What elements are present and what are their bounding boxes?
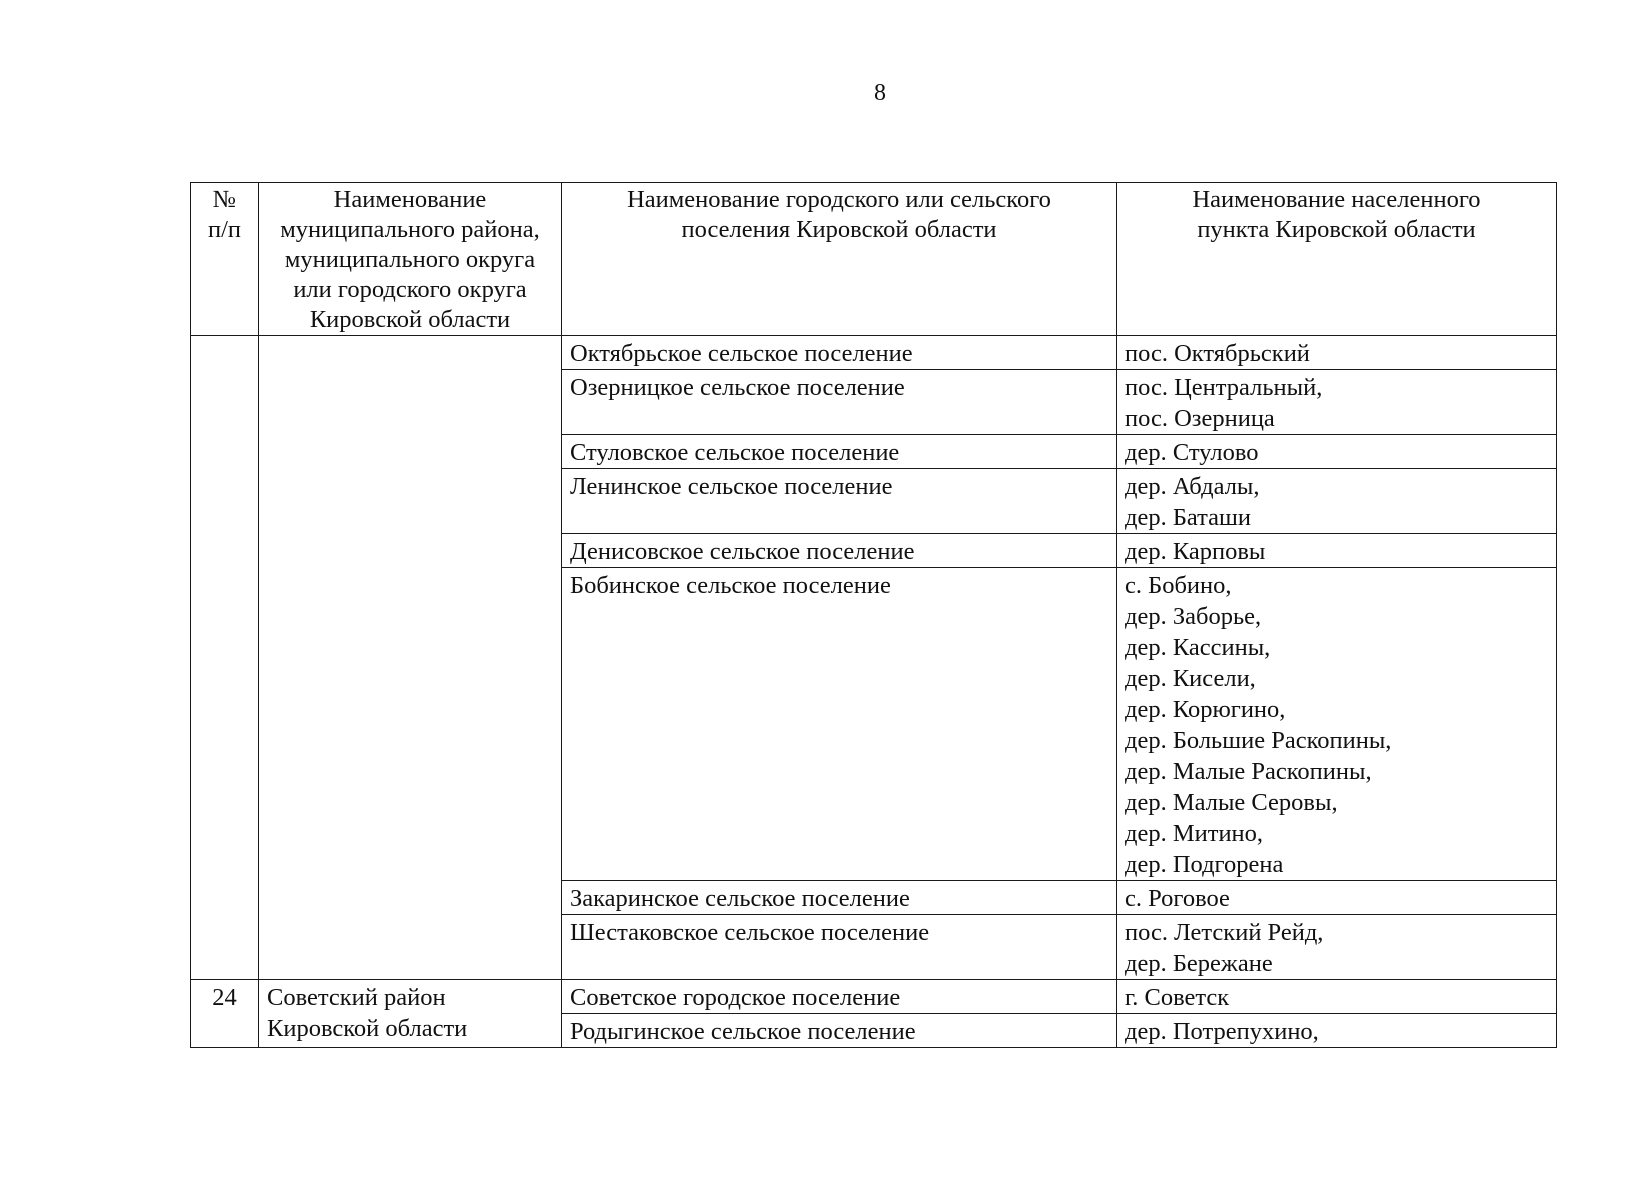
settlement-cell: Ленинское сельское поселение <box>562 469 1117 534</box>
settlements-table <box>190 182 1557 1048</box>
locality-cell: с. Роговое <box>1117 881 1557 915</box>
district-cell: Советский район Кировской области <box>259 980 562 1048</box>
locality-cell: пос. Центральный, пос. Озерница <box>1117 370 1557 435</box>
district-cell <box>259 336 562 980</box>
locality-cell: пос. Октябрьский <box>1117 336 1557 370</box>
locality-cell: дер. Стулово <box>1117 435 1557 469</box>
header-district: Наименование муниципального района, муниципального округа или городского округа Кировской области <box>259 183 562 336</box>
locality-cell: дер. Карповы <box>1117 534 1557 568</box>
settlement-cell: Денисовское сельское поселение <box>562 534 1117 568</box>
settlement-cell: Родыгинское сельское поселение <box>562 1014 1117 1048</box>
settlement-cell: Озерницкое сельское поселение <box>562 370 1117 435</box>
table-row <box>191 336 1557 370</box>
settlement-cell: Закаринское сельское поселение <box>562 881 1117 915</box>
settlement-cell: Стуловское сельское поселение <box>562 435 1117 469</box>
page-number: 8 <box>874 80 886 106</box>
settlement-cell: Октябрьское сельское поселение <box>562 336 1117 370</box>
row-number-cell <box>191 336 259 980</box>
settlement-cell: Бобинское сельское поселение <box>562 568 1117 881</box>
table-header-row <box>191 183 1557 336</box>
locality-cell: пос. Летский Рейд, дер. Бережане <box>1117 915 1557 980</box>
locality-cell: г. Советск <box>1117 980 1557 1014</box>
table-row <box>191 980 1557 1014</box>
settlement-cell: Шестаковское сельское поселение <box>562 915 1117 980</box>
header-settlement: Наименование городского или сельского поселения Кировской области <box>562 183 1117 336</box>
locality-cell: с. Бобино, дер. Заборье, дер. Кассины, дер. Кисели, дер. Корюгино, дер. Большие Раскопины, дер. Малые Раскопины, дер. Малые Серовы, дер. Митино, дер. Подгорена <box>1117 568 1557 881</box>
locality-cell: дер. Абдалы, дер. Баташи <box>1117 469 1557 534</box>
locality-cell: дер. Потрепухино, <box>1117 1014 1557 1048</box>
header-locality: Наименование населенного пункта Кировской области <box>1117 183 1557 336</box>
row-number-cell: 24 <box>191 980 259 1048</box>
header-number: № п/п <box>191 183 259 336</box>
settlement-cell: Советское городское поселение <box>562 980 1117 1014</box>
